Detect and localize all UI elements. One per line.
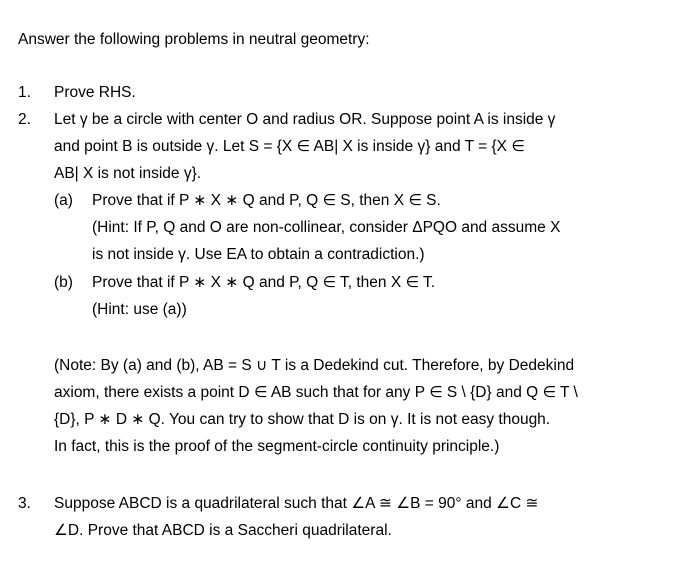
note-line-1: (Note: By (a) and (b), AB = S ∪ T is a Dedekind cut. Therefore, by Dedekind [54, 357, 575, 374]
note-line-3: {D}, P ∗ D ∗ Q. You can try to show that D is on γ. It is not easy though. [54, 411, 551, 428]
problem-3-number: 3. [18, 495, 31, 512]
problem-2-number: 2. [18, 111, 31, 128]
part-b-label: (b) [54, 274, 73, 291]
document-heading: Answer the following problems in neutral geometry: [18, 31, 370, 48]
problem-2-line-2: and point B is outside γ. Let S = {X ∈ AB| X is inside γ} and T = {X ∈ [54, 138, 525, 155]
note-line-2: axiom, there exists a point D ∈ AB such that for any P ∈ S \ {D} and Q ∈ T \ [54, 384, 578, 401]
problem-1-text: Prove RHS. [54, 84, 136, 101]
part-a-label: (a) [54, 192, 73, 209]
problem-3-line-2: ∠D. Prove that ABCD is a Saccheri quadrilateral. [54, 522, 392, 539]
problem-2-line-3: AB| X is not inside γ}. [54, 165, 202, 182]
part-a-hint-line-2: is not inside γ. Use EA to obtain a contradiction.) [92, 246, 425, 263]
note-line-4: In fact, this is the proof of the segment-circle continuity principle.) [54, 438, 500, 455]
part-a-line-1: Prove that if P ∗ X ∗ Q and P, Q ∈ S, then X ∈ S. [92, 192, 441, 209]
problem-2-line-1: Let γ be a circle with center O and radius OR. Suppose point A is inside γ [54, 111, 556, 128]
problem-1-number: 1. [18, 84, 31, 101]
part-b-line-1: Prove that if P ∗ X ∗ Q and P, Q ∈ T, then X ∈ T. [92, 274, 436, 291]
part-a-hint-line-1: (Hint: If P, Q and O are non-collinear, consider ΔPQO and assume X [92, 219, 561, 236]
part-b-hint: (Hint: use (a)) [92, 301, 187, 318]
problem-3-line-1: Suppose ABCD is a quadrilateral such that ∠A ≅ ∠B = 90° and ∠C ≅ [54, 495, 539, 512]
